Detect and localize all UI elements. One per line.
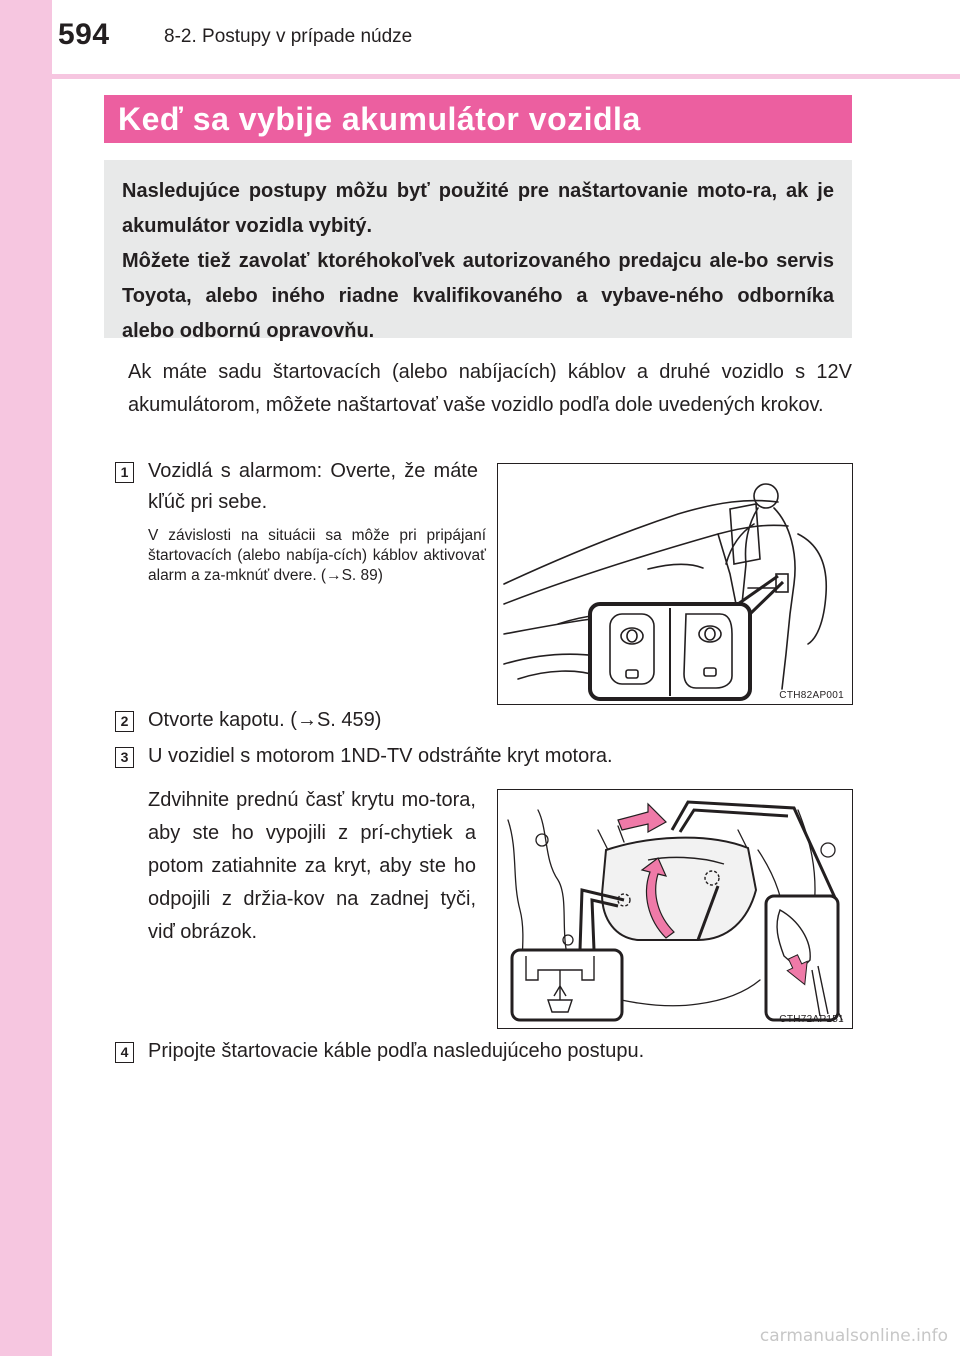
page-title: Keď sa vybije akumulátor vozidla	[118, 101, 641, 137]
intro-line-1: Nasledujúce postupy môžu byť použité pre naštartovanie moto-ra, ak je akumulátor vozidla vybitý.	[122, 180, 834, 237]
step-number-3: 3	[115, 747, 134, 768]
step-4-text: Pripojte štartovacie káble podľa nasledujúceho postupu.	[148, 1040, 645, 1062]
figure-1-code: CTH82AP001	[779, 690, 844, 701]
title-bar	[104, 95, 852, 143]
section-path: 8-2. Postupy v prípade núdze	[164, 26, 413, 47]
header-rule	[52, 74, 960, 79]
step-1-note: V závislosti na situácii sa môže pri pripájaní štartovacích (alebo nabíja-cích) káblov aktivovať alarm a za-mknúť dvere. (→S. 89)	[148, 527, 486, 584]
step-2-text: Otvorte kapotu. (→S. 459)	[148, 709, 382, 731]
figure-2-code: CTH72AP151	[779, 1014, 844, 1025]
side-band	[0, 0, 52, 1356]
figure-key-check	[497, 463, 853, 705]
step-number-2: 2	[115, 711, 134, 732]
intro-line-2: Môžete tiež zavolať ktoréhokoľvek autorizovaného predajcu ale-bo servis Toyota, alebo iného riadne kvalifikovaného a vybave-ného odborníka alebo odbornú opravovňu.	[122, 250, 834, 342]
page-number: 594	[58, 18, 110, 51]
step-3-detail: Zdvihnite prednú časť krytu mo-tora, aby ste ho vypojili z prí-chytiek a potom zatiahnite za kryt, aby ste ho odpojili z držia-kov na zadnej tyči, viď obrázok.	[148, 789, 476, 943]
figure-engine-cover	[497, 789, 853, 1029]
intro-box	[104, 160, 852, 342]
step-number-1: 1	[115, 462, 134, 483]
step-3-text: U vozidiel s motorom 1ND-TV odstráňte kryt motora.	[148, 745, 613, 767]
step-1-text: Vozidlá s alarmom: Overte, že máte kľúč pri sebe.	[148, 460, 478, 513]
engine-cover-illustration	[498, 790, 854, 1030]
step-number-4: 4	[115, 1042, 134, 1063]
car-and-key-illustration	[498, 464, 854, 706]
body-paragraph: Ak máte sadu štartovacích (alebo nabíjacích) káblov a druhé vozidlo s 12V akumulátorom, môžete naštartovať vaše vozidlo podľa dole uvedených krokov.	[128, 361, 852, 416]
watermark: carmanualsonline.info	[759, 1326, 948, 1346]
